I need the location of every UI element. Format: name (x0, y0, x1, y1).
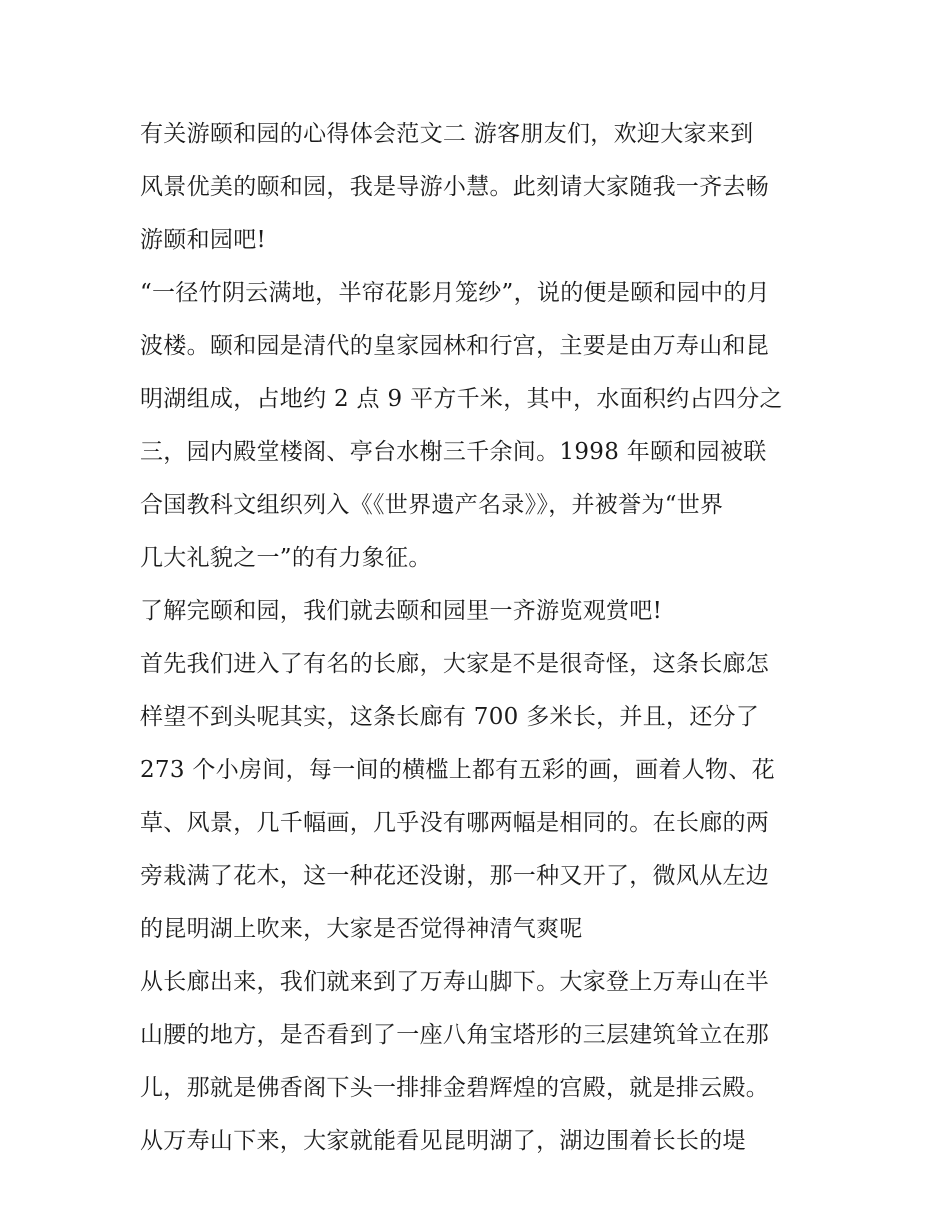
text-line: 儿，那就是佛香阁下头一排排金碧辉煌的宫殿，就是排云殿。 (140, 1075, 770, 1101)
article-body (140, 108, 820, 1168)
text-line: 273 个小房间，每一间的横槛上都有五彩的画，画着人物、花 (140, 757, 775, 783)
text-line: 山腰的地方，是否看到了一座八角宝塔形的三层建筑耸立在那 (140, 1022, 770, 1048)
text-line: 三，园内殿堂楼阁、亭台水榭三千余间。1998 年颐和园被联 (140, 439, 767, 465)
text-line: 了解完颐和园，我们就去颐和园里一齐游览观赏吧! (140, 598, 663, 624)
text-line: 几大礼貌之一”的有力象征。 (140, 545, 432, 571)
text-line: 风景优美的颐和园，我是导游小慧。此刻请大家随我一齐去畅 (140, 174, 770, 200)
text-line: 游颐和园吧! (140, 227, 267, 253)
text-line: 从万寿山下来，大家就能看见昆明湖了，湖边围着长长的堤 (140, 1128, 746, 1154)
text-line: 合国教科文组织列入《《世界遗产名录》》，并被誉为“世界 (140, 492, 724, 518)
text-line: 波楼。颐和园是清代的皇家园林和行宫，主要是由万寿山和昆 (140, 333, 770, 359)
text-line: 首先我们进入了有名的长廊，大家是不是很奇怪，这条长廊怎 (140, 651, 770, 677)
text-line: 样望不到头呢其实，这条长廊有 700 多米长，并且，还分了 (140, 704, 760, 730)
text-line: “一径竹阴云满地，半帘花影月笼纱”，说的便是颐和园中的月 (140, 280, 770, 306)
text-line: 明湖组成，占地约 2 点 9 平方千米，其中，水面积约占四分之 (140, 386, 783, 412)
text-line: 旁栽满了花木，这一种花还没谢，那一种又开了，微风从左边 (140, 863, 770, 889)
text-line: 从长廊出来，我们就来到了万寿山脚下。大家登上万寿山在半 (140, 969, 770, 995)
text-line: 的昆明湖上吹来，大家是否觉得神清气爽呢 (140, 916, 583, 942)
text-line: 有关游颐和园的心得体会范文二 游客朋友们，欢迎大家来到 (140, 121, 754, 147)
text-line: 草、风景，几千幅画，几乎没有哪两幅是相同的。在长廊的两 (140, 810, 770, 836)
